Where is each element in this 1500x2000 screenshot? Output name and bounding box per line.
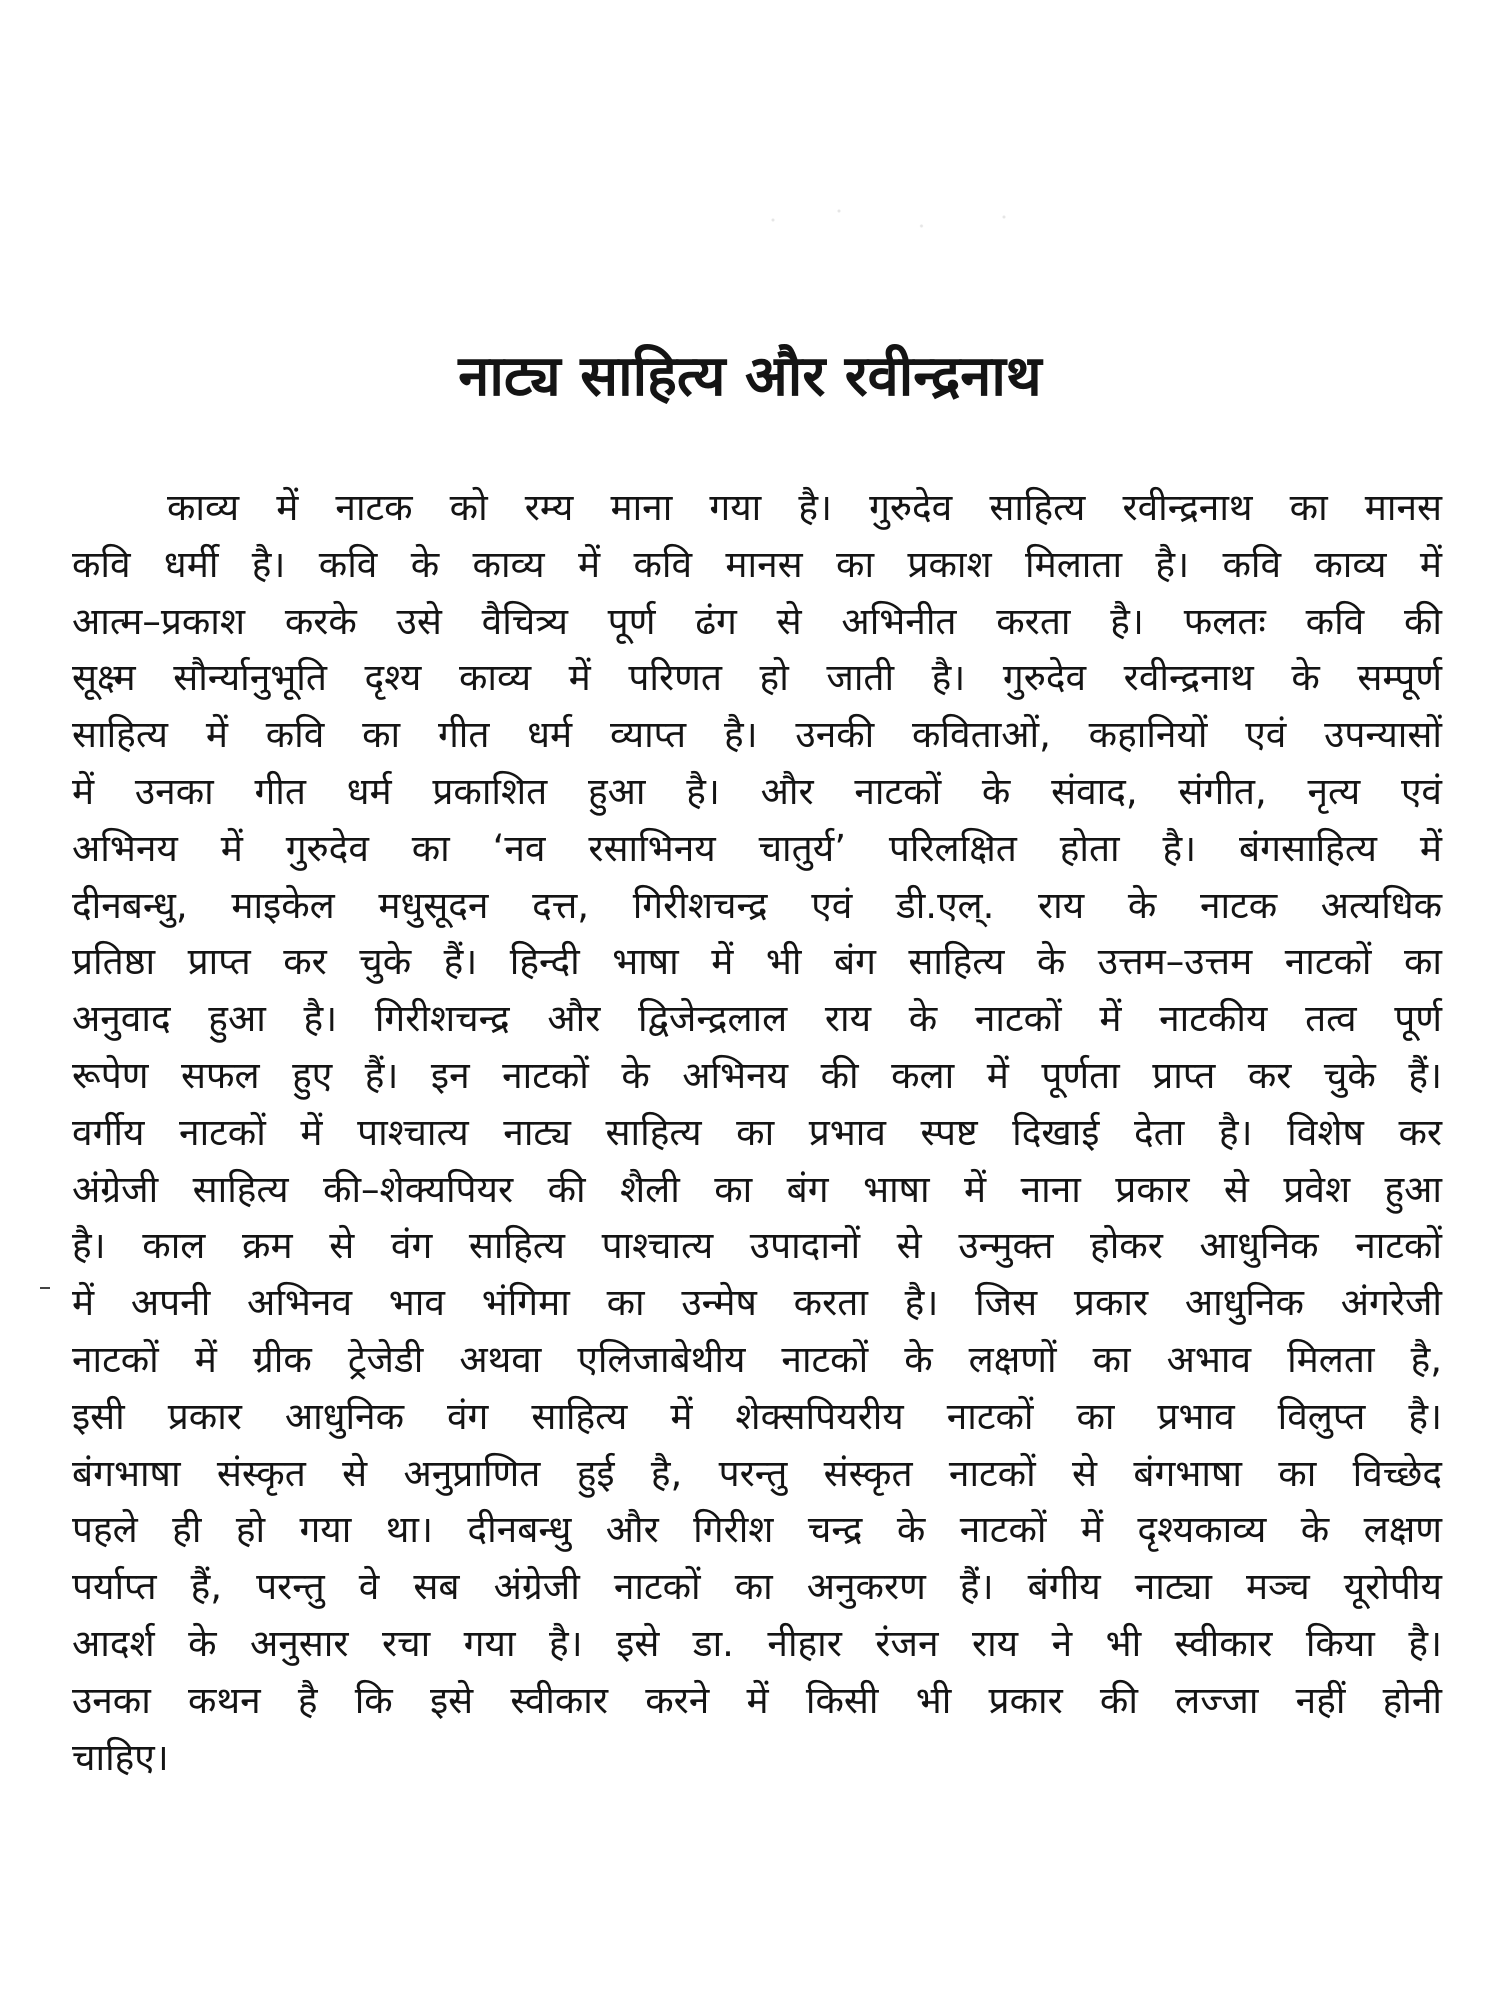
text-line: रूपेण सफल हुए हैं। इन नाटकों के अभिनय की कला में पूर्णता प्राप्त कर चुके हैं। <box>72 1053 1442 1097</box>
text-line: कवि धर्मी है। कवि के काव्य में कवि मानस का प्रकाश मिलाता है। कवि काव्य में <box>72 542 1442 586</box>
margin-mark <box>40 1287 50 1289</box>
body-paragraph <box>72 480 1442 1786</box>
text-line: वर्गीय नाटकों में पाश्चात्य नाट्य साहित्य का प्रभाव स्पष्ट दिखाई देता है। विशेष कर <box>72 1110 1442 1154</box>
text-line: पहले ही हो गया था। दीनबन्धु और गिरीश चन्द्र के नाटकों में दृश्यकाव्य के लक्षण <box>72 1508 1442 1552</box>
text-line: में उनका गीत धर्म प्रकाशित हुआ है। और नाटकों के संवाद, संगीत, नृत्य एवं <box>72 769 1442 813</box>
text-line: प्रतिष्ठा प्राप्त कर चुके हैं। हिन्दी भाषा में भी बंग साहित्य के उत्तम–उत्तम नाटकों का <box>72 940 1442 984</box>
text-line: उनका कथन है कि इसे स्वीकार करने में किसी भी प्रकार की लज्जा नहीं होनी <box>72 1678 1442 1722</box>
text-line: पर्याप्त हैं, परन्तु वे सब अंग्रेजी नाटकों का अनुकरण हैं। बंगीय नाट्या मञ्च यूरोपीय <box>72 1565 1442 1609</box>
text-line: बंगभाषा संस्कृत से अनुप्राणित हुई है, परन्तु संस्कृत नाटकों से बंगभाषा का विच्छेद <box>72 1451 1442 1495</box>
text-line: दीनबन्धु, माइकेल मधुसूदन दत्त, गिरीशचन्द्र एवं डी.एल्. राय के नाटक अत्यधिक <box>72 883 1442 927</box>
text-line: इसी प्रकार आधुनिक वंग साहित्य में शेक्सपियरीय नाटकों का प्रभाव विलुप्त है। <box>72 1394 1442 1438</box>
text-line: आदर्श के अनुसार रचा गया है। इसे डा. नीहार रंजन राय ने भी स्वीकार किया है। <box>72 1621 1442 1665</box>
text-line: चाहिए। <box>72 1735 169 1779</box>
text-line: आत्म–प्रकाश करके उसे वैचित्र्य पूर्ण ढंग से अभिनीत करता है। फलतः कवि की <box>72 599 1442 643</box>
text-line: नाटकों में ग्रीक ट्रेजेडी अथवा एलिजाबेथीय नाटकों के लक्षणों का अभाव मिलता है, <box>72 1337 1442 1381</box>
text-line: में अपनी अभिनव भाव भंगिमा का उन्मेष करता है। जिस प्रकार आधुनिक अंगरेजी <box>72 1281 1442 1325</box>
chapter-title: नाट्य साहित्य और रवीन्द्रनाथ <box>458 343 1042 409</box>
text-line: अंग्रेजी साहित्य की–शेक्यपियर की शैली का बंग भाषा में नाना प्रकार से प्रवेश हुआ <box>72 1167 1442 1211</box>
text-line: अभिनय में गुरुदेव का ‘नव रसाभिनय चातुर्य’ परिलक्षित होता है। बंगसाहित्य में <box>72 826 1442 870</box>
text-line: साहित्य में कवि का गीत धर्म व्याप्त है। उनकी कविताओं, कहानियों एवं उपन्यासों <box>72 713 1442 757</box>
text-line: है। काल क्रम से वंग साहित्य पाश्चात्य उपादानों से उन्मुक्त होकर आधुनिक नाटकों <box>72 1224 1442 1268</box>
text-line: सूक्ष्म सौर्न्यानुभूति दृश्य काव्य में परिणत हो जाती है। गुरुदेव रवीन्द्रनाथ के सम्पूर्ण <box>72 656 1442 700</box>
scan-smudge <box>740 190 1070 250</box>
text-line: अनुवाद हुआ है। गिरीशचन्द्र और द्विजेन्द्रलाल राय के नाटकों में नाटकीय तत्व पूर्ण <box>72 997 1442 1041</box>
text-line: काव्य में नाटक को रम्य माना गया है। गुरुदेव साहित्य रवीन्द्रनाथ का मानस <box>167 486 1442 529</box>
